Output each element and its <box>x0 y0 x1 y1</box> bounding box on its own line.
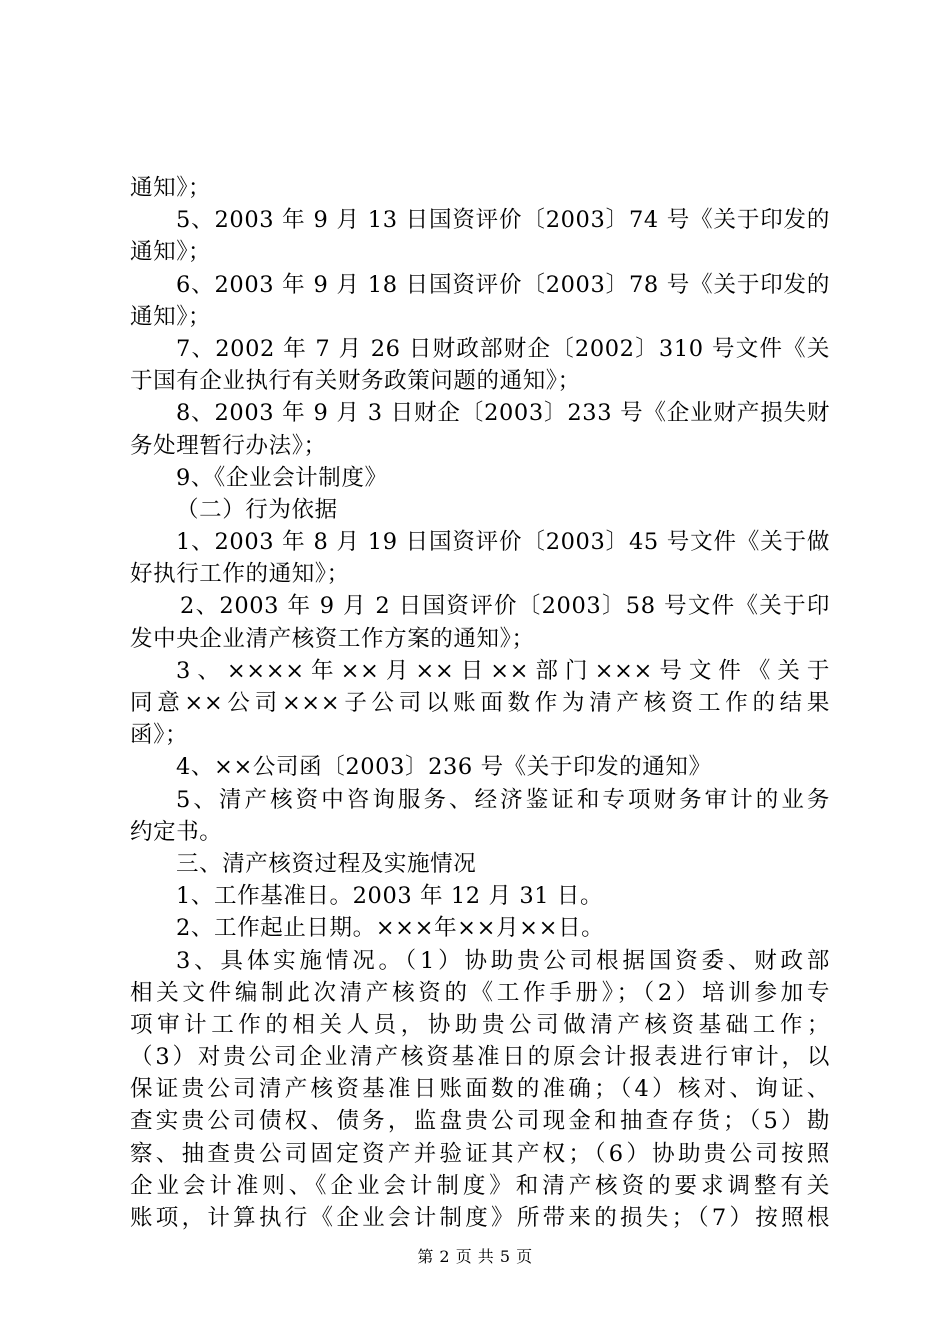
text-line: 通知》； <box>130 239 212 266</box>
text-line: 务处理暂行办法》； <box>130 432 327 459</box>
text-line: 同意××公司×××子公司以账面数作为清产核资工作的结果 <box>130 690 830 716</box>
page-number-footer: 第 2 页 共 5 页 <box>417 1247 533 1266</box>
text-line: 察、抽查贵公司固定资产并验证其产权；（6）协助贵公司按照 <box>130 1140 830 1167</box>
text-line: 5、2003 年 9 月 13 日国资评价〔2003〕74 号《关于印发的 <box>176 207 830 234</box>
text-line: 1、工作基准日。2003 年 12 月 31 日。 <box>176 883 604 910</box>
text-line: 通知》； <box>130 303 212 330</box>
text-line: 相关文件编制此次清产核资的《工作手册》；（2）培训参加专 <box>130 979 830 1006</box>
text-line: 7、2002 年 7 月 26 日财政部财企〔2002〕310 号文件《关 <box>176 335 830 362</box>
text-line: 2、2003 年 9 月 2 日国资评价〔2003〕58 号文件《关于印 <box>180 593 830 620</box>
text-line: 5、清产核资中咨询服务、经济鉴证和专项财务审计的业务 <box>176 786 830 813</box>
text-line: （3）对贵公司企业清产核资基准日的原会计报表进行审计，以 <box>130 1044 830 1071</box>
text-line: 3、具体实施情况。（1）协助贵公司根据国资委、财政部 <box>176 947 830 974</box>
text-line: 发中央企业清产核资工作方案的通知》； <box>130 625 535 652</box>
text-line: 6、2003 年 9 月 18 日国资评价〔2003〕78 号《关于印发的 <box>176 271 830 298</box>
text-line: 项审计工作的相关人员，协助贵公司做清产核资基础工作； <box>130 1011 830 1038</box>
document-body <box>130 172 830 1234</box>
text-line: 查实贵公司债权、债务，监盘贵公司现金和抽查存货；（5）勘 <box>130 1108 830 1135</box>
text-line: 1、2003 年 8 月 19 日国资评价〔2003〕45 号文件《关于做 <box>176 529 830 556</box>
section-heading: 三、清产核资过程及实施情况 <box>176 850 477 877</box>
text-line: 好执行工作的通知》； <box>130 561 350 588</box>
text-line: 函》； <box>130 722 189 749</box>
text-line: 账项，计算执行《企业会计制度》所带来的损失；（7）按照根 <box>130 1205 830 1231</box>
text-line: 企业会计准则、《企业会计制度》和清产核资的要求调整有关 <box>130 1172 830 1199</box>
text-line: 保证贵公司清产核资基准日账面数的准确；（4）核对、询证、 <box>130 1076 830 1103</box>
text-line: 4、××公司函〔2003〕236 号《关于印发的通知》 <box>176 754 712 781</box>
text-line: 约定书。 <box>130 818 223 845</box>
text-line: 8、2003 年 9 月 3 日财企〔2003〕233 号《企业财产损失财 <box>176 400 830 427</box>
text-line: 3、××××年××月××日××部门×××号文件《关于 <box>176 657 830 684</box>
text-line: 9、《企业会计制度》 <box>176 464 388 491</box>
section-heading: （二）行为依据 <box>176 496 338 523</box>
text-line: 通知》； <box>130 175 212 201</box>
text-line: 于国有企业执行有关财务政策问题的通知》； <box>130 368 581 395</box>
text-line: 2、工作起止日期。×××年××月××日。 <box>176 915 605 942</box>
